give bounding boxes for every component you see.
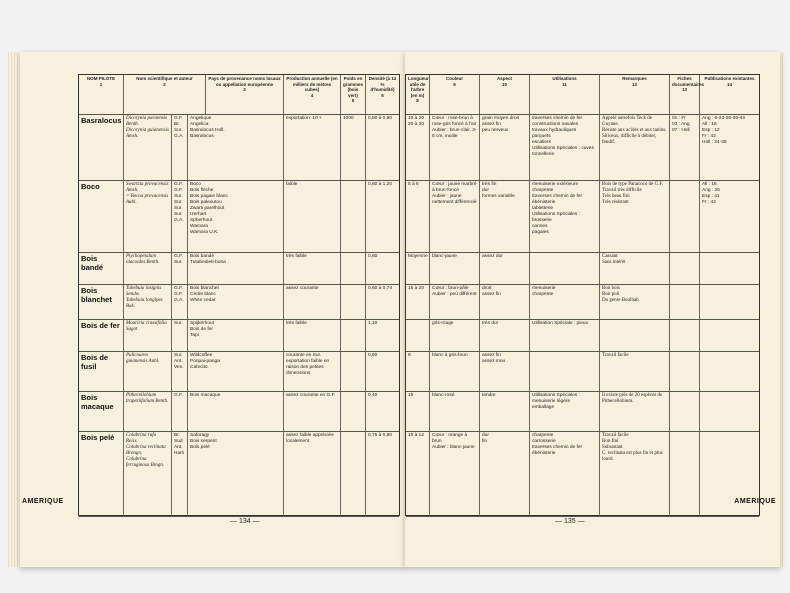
densite-cell: 0,60 à 0,74	[368, 286, 393, 291]
header-longueur: Longueur utile de l'arbre (en m) 8	[406, 75, 430, 114]
densite-cell: 0,75 à 0,80	[368, 433, 393, 438]
couleur-cell: gris-rouge	[430, 320, 480, 351]
table-row	[79, 285, 399, 320]
couleur-cell: blanc-jaune	[430, 253, 480, 284]
region-label-left: AMERIQUE	[22, 498, 64, 505]
aspect-cell: assez dur	[480, 253, 530, 284]
remarques-cell: Travail facile Bon fini Subsistant C. reclinata est plus fin et plus lourd.	[600, 432, 670, 516]
poids-cell	[341, 320, 366, 351]
local-names-cell: Boco Bois flèche Bois pagaie blanc Bois paleoutou Zwarti parelhout Izerhart Spherhout Wamara Wamara U.K.	[188, 181, 284, 252]
publications-cell	[700, 352, 759, 391]
table-row	[406, 392, 759, 432]
pays-cell: Sur.	[172, 320, 188, 351]
production-cell: assez courante	[284, 285, 341, 319]
table-row	[406, 285, 759, 320]
publications-cell	[700, 253, 759, 284]
local-names-cell: Bois blanchet Cèdre blanc White cedar	[188, 285, 284, 319]
aspect-cell: grain moyen droit assez fin peu nerveux	[480, 115, 530, 180]
right-header-row	[406, 75, 759, 115]
aspect-cell: assez fin assez mou	[480, 352, 530, 391]
table-row	[79, 253, 399, 285]
header-aspect: Aspect 10	[480, 75, 530, 114]
longueur-cell: 5 à 6	[406, 181, 430, 252]
poids-cell	[341, 352, 366, 391]
table-row	[79, 181, 399, 253]
header-nom-scientifique: Nom scientifique et auteur 2	[124, 75, 206, 114]
pays-cell: Br. Sud Ant. Haïti	[172, 432, 188, 516]
utilisations-cell: menuiserie charpente	[530, 285, 600, 319]
nom-pilote-cell: Basralocus	[79, 115, 124, 180]
poids-cell	[341, 432, 366, 516]
poids-cell	[341, 181, 366, 252]
longueur-cell: 15	[406, 392, 430, 431]
publications-cell: All : 16 Ang : 25 Esp : 41 Fr : 42	[702, 182, 720, 205]
header-remarques: Remarques 12	[600, 75, 670, 114]
scientific-name-cell: Pithecellobium trapeziifolium Benth.	[124, 392, 172, 431]
longueur-cell: 10 à 12	[406, 432, 430, 516]
remarques-cell	[600, 320, 670, 351]
production-cell: très faible	[284, 320, 341, 351]
utilisations-cell: charpente carrosserie traverses chemin de fer ébénisterie	[530, 432, 600, 516]
page-number-left: — 134 —	[230, 518, 260, 525]
nom-pilote-cell: Bois de fer	[79, 320, 124, 351]
pays-cell: G.F. Br. Sur. G.A.	[172, 115, 188, 180]
remarques-cell: Bon bois Bon poli Du genre Boulbab	[600, 285, 670, 319]
fiches-cell	[670, 320, 700, 351]
table-row	[79, 115, 399, 181]
densite-cell: 1,10	[368, 321, 378, 326]
fiches-cell	[670, 432, 700, 516]
longueur-cell	[406, 320, 430, 351]
left-header-row	[79, 75, 399, 115]
table-row	[406, 181, 759, 253]
densite-cell: 0,80	[368, 254, 378, 259]
poids-cell	[341, 285, 366, 319]
table-row	[79, 320, 399, 352]
utilisations-cell: traverses chemin de fer constructions navales travaux hydrauliques parquets escaliers Utilisations Spéciales : cuves tonnellerie	[530, 115, 600, 180]
nom-pilote-cell: Bois pelé	[79, 432, 124, 516]
fiches-cell	[670, 181, 700, 252]
utilisations-cell	[530, 352, 600, 391]
densite-cell: 0,40	[368, 393, 378, 398]
header-production: Production annuelle (en milliers de mètres cubes) 4	[284, 75, 341, 114]
densite-cell: 0,80 à 0,90	[368, 116, 393, 121]
local-names-cell: Saforagy Bois serpent Bois pelé	[188, 432, 284, 516]
fiches-cell	[670, 253, 700, 284]
utilisations-cell: Utilisations Spéciales : menuiserie légère emballage	[530, 392, 600, 431]
table-row	[406, 320, 759, 352]
poids-cell	[341, 392, 366, 431]
header-nom-pilote: NOM-PILOTE 1	[79, 75, 124, 114]
left-page	[20, 52, 406, 567]
pays-cell: G.F. Sur.	[172, 253, 188, 284]
longueur-cell: 10 à 20 20 à 30	[406, 115, 430, 180]
table-row	[79, 432, 399, 517]
couleur-cell: blanc à gris-brun	[430, 352, 480, 391]
aspect-cell: très dur	[480, 320, 530, 351]
production-cell: assez courante en G.F.	[284, 392, 341, 431]
right-page	[405, 52, 780, 567]
longueur-cell: 8	[406, 352, 430, 391]
header-fiches: Fiches documentaires 13	[670, 75, 700, 114]
local-names-cell: Spijkerhout Bois de fer Tapi	[188, 320, 284, 351]
local-names-cell: Angelique Angelica Basralocus Holl. Basralocus	[188, 115, 284, 180]
couleur-cell: Cœur : jaune marbré à brun-foncé Aubier : jaune nettement différencié	[430, 181, 480, 252]
scientific-name-cell: Palicourea guianensis Aubl.	[124, 352, 172, 391]
nom-pilote-cell: Bois bandé	[79, 253, 124, 284]
table-row	[406, 253, 759, 285]
page-number-right: — 135 —	[555, 518, 585, 525]
nom-pilote-cell: Bois blanchet	[79, 285, 124, 319]
fiches-cell: 01 : Fr 03 : Ang 07 : Holl	[670, 115, 700, 180]
right-table	[405, 74, 760, 516]
scientific-name-cell: Tabebuia insignis Sendw. Tabebuia longipes Bak.	[124, 285, 172, 319]
couleur-cell: Cœur : rose-brun à rose-gris foncé à l'air Aubier : brun-clair, 3-6 cm, inutile	[430, 115, 480, 180]
scientific-name-cell: Dicorynia paraensis Benth. Dicorynia guianensis Amsh.	[124, 115, 172, 180]
local-names-cell: Bois macaque	[188, 392, 284, 431]
pays-cell: G.F.	[172, 392, 188, 431]
pays-cell: G.F. G.F. Sur. Sur. Sur. Sur. G.A.	[172, 181, 188, 252]
publications-cell	[700, 392, 759, 431]
remarques-cell: Bois de type Panacoco de G.F. Travail très difficile Très beau fini Très résistant	[600, 181, 670, 252]
fiches-cell	[670, 392, 700, 431]
table-row	[79, 352, 399, 392]
utilisations-cell: menuiserie extérieure charpente traverses chemin de fer ébénisterie tabletterie Utilisations Spéciales : brosserie cannes pagaies	[530, 181, 600, 252]
production-cell: courante en Sur. exportation faible en raison des petites dimensions	[284, 352, 341, 391]
production-cell: assez faible appréciée localement	[284, 432, 341, 516]
densite-cell: 0,80 à 1,20	[368, 182, 393, 187]
aspect-cell: très fin dur formes variable	[480, 181, 530, 252]
left-table	[78, 74, 400, 516]
header-densite: Densité (à 12 % d'humidité) 6	[368, 76, 397, 98]
production-cell: très faible	[284, 253, 341, 284]
scientific-name-cell: Colubrina rufa Reiss. Colubrina reclinata Brongn. Colubrina ferruginosa Brogn.	[124, 432, 172, 516]
publications-cell	[700, 320, 759, 351]
header-publications: Publications existantes 14	[704, 76, 755, 87]
longueur-cell: Moyenne	[406, 253, 430, 284]
header-poids: Poids en grammes (bois vert) 5	[341, 75, 366, 114]
production-cell: faible	[284, 181, 341, 252]
header-couleur: Couleur 9	[430, 75, 480, 114]
couleur-cell: blanc-rosé	[430, 392, 480, 431]
remarques-cell: Travail facile	[600, 352, 670, 391]
couleur-cell: Cœur : brun-pâle Aubier : peu différent	[430, 285, 480, 319]
nom-pilote-cell: Boco	[79, 181, 124, 252]
nom-pilote-cell: Bois de fusil	[79, 352, 124, 391]
table-row	[79, 392, 399, 432]
aspect-cell: tendre	[480, 392, 530, 431]
table-row	[406, 115, 759, 181]
poids-cell	[341, 253, 366, 284]
remarques-cell: Cassant Sans intérêt	[600, 253, 670, 284]
aspect-cell: droit assez fin	[480, 285, 530, 319]
publications-cell: Ang : 6-23-25-35-44 All : 16 Esp : 12 Fr : 42 Holl : 24-36	[702, 116, 745, 145]
poids-cell: 1000	[341, 115, 366, 180]
scientific-name-cell: Swartzia provacensis Amsh. = Bocoa provacensis Aubl.	[124, 181, 172, 252]
remarques-cell: Appelé autrefois Teck de Guyane. Résiste aux acides et aux tanins. Siliceux, difficile à débiter, fendif.	[600, 115, 670, 180]
local-names-cell: Wildcoffee Ponpai-panga Cafecito	[188, 352, 284, 391]
utilisations-cell	[530, 253, 600, 284]
table-row	[406, 352, 759, 392]
nom-pilote-cell: Bois macaque	[79, 392, 124, 431]
production-cell: exportation: 10 +	[284, 115, 341, 180]
publications-cell	[700, 285, 759, 319]
scientific-name-cell: Mouriria crassifolia Sagot	[124, 320, 172, 351]
scientific-name-cell: Ptychopetalum olacoides Benth.	[124, 253, 172, 284]
densite-cell: 0,60	[368, 353, 378, 358]
table-row	[406, 432, 759, 517]
pays-cell: G.F. G.F. G.A.	[172, 285, 188, 319]
utilisations-cell: Utilisation Spéciale : pieux	[530, 320, 600, 351]
pays-cell: Sur. Ant. Ven.	[172, 352, 188, 391]
fiches-cell	[670, 285, 700, 319]
aspect-cell: dur fin	[480, 432, 530, 516]
region-label-right: AMERIQUE	[734, 498, 776, 505]
remarques-cell: Il existe près de 20 espèces de Pithecellobium.	[600, 392, 670, 431]
local-names-cell: Bois bandé Tutabedieti-bona	[188, 253, 284, 284]
longueur-cell: 15 à 20	[406, 285, 430, 319]
couleur-cell: Cœur : orange à brun Aubier : blanc-jaune	[430, 432, 480, 516]
header-pays: Pays de provenance noms locaux ou appellation européenne 3	[206, 75, 284, 114]
fiches-cell	[670, 352, 700, 391]
header-utilisations: Utilisations 11	[530, 75, 600, 114]
